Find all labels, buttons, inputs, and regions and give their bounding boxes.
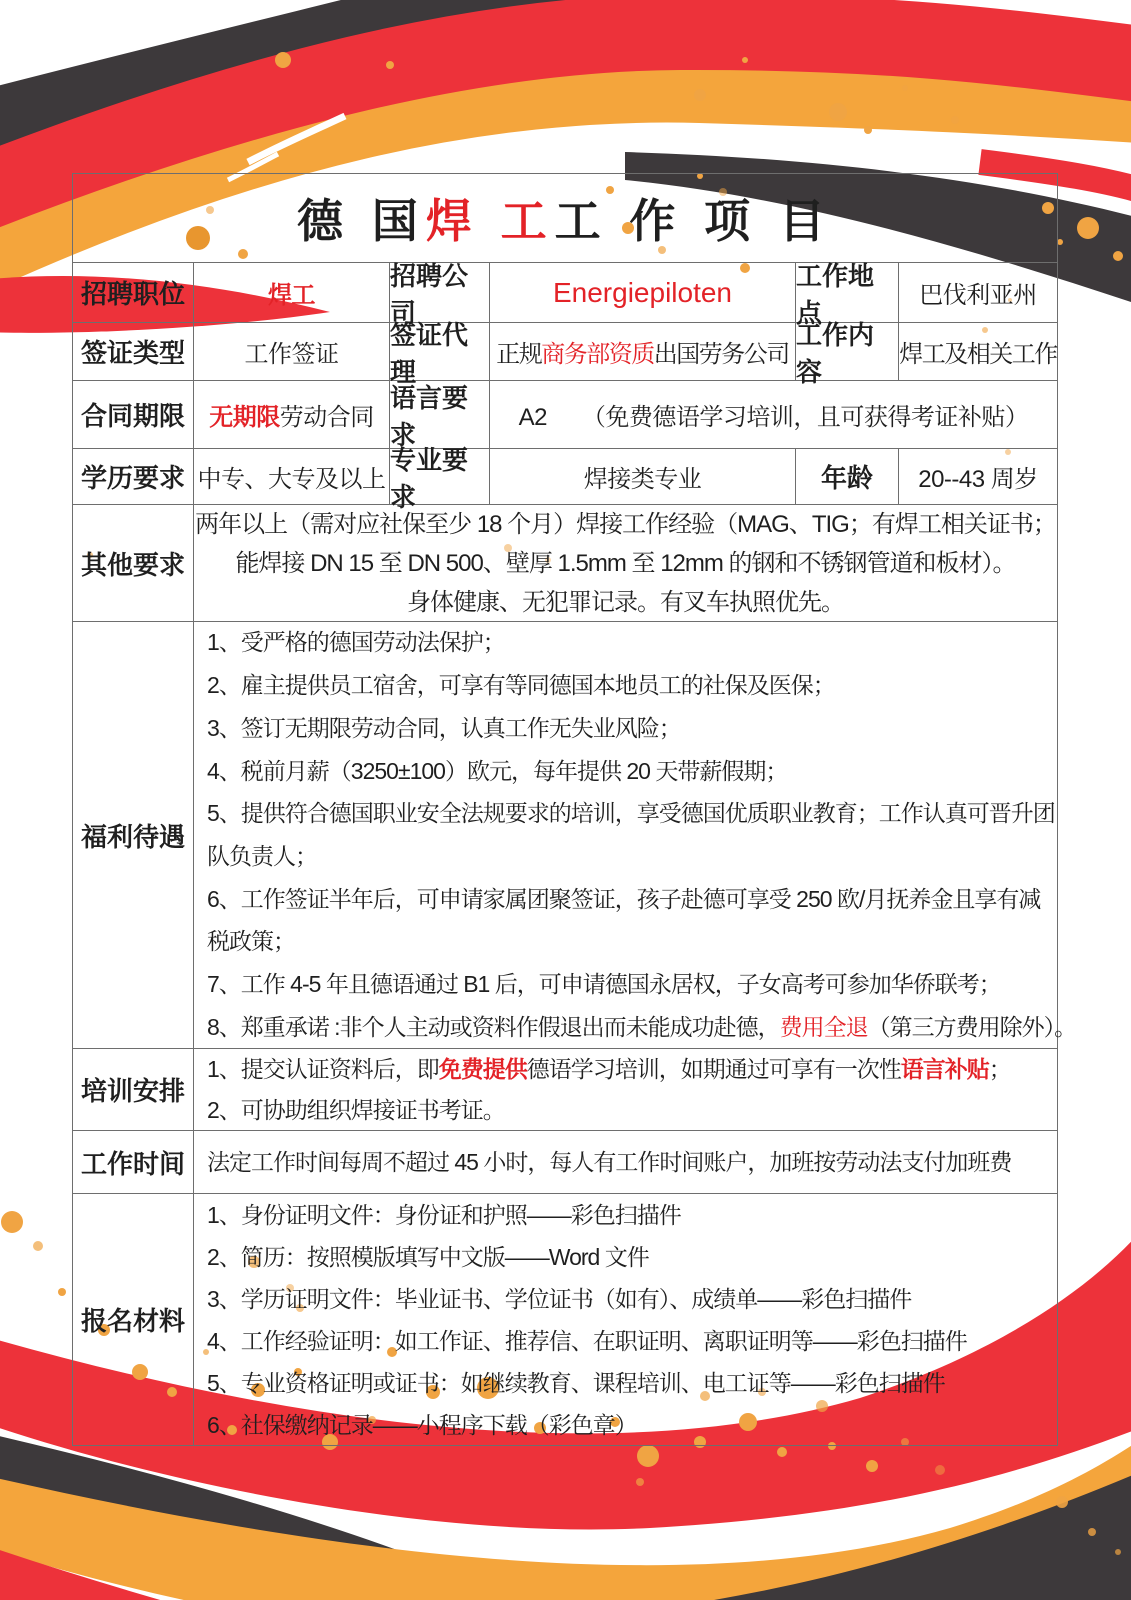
text-segment: 工 作 项 目 xyxy=(554,195,833,247)
text-line xyxy=(207,835,1049,878)
value-position xyxy=(194,263,390,323)
text-segment: 1、提交认证资料后，即 xyxy=(207,1055,439,1082)
value-language: A2 （免费德语学习培训，且可获得考证补贴） xyxy=(490,381,1058,449)
text-segment: 1、受严格的德国劳动法保护； xyxy=(207,629,505,656)
poster-title xyxy=(73,174,1058,263)
text-segment: 两年以上（需对应社保至少 18 个月）焊接工作经验（MAG、TIG；有焊工相关证书； xyxy=(195,510,1056,538)
label-location: 工作地点 xyxy=(796,263,899,323)
highlighted-text: 费用全退 xyxy=(779,1013,868,1040)
job-info-table xyxy=(72,173,1077,1446)
text-segment: 8、郑重承诺 :非个人主动或资料作假退出而未能成功赴德， xyxy=(207,1013,780,1040)
text-line xyxy=(207,1320,1049,1362)
value-work-content: 焊工及相关工作 xyxy=(899,323,1058,381)
label-education: 学历要求 xyxy=(73,449,194,505)
text-segment: 正规 xyxy=(496,341,542,368)
label-company: 招聘公司 xyxy=(390,263,490,323)
text-segment: ； xyxy=(988,1055,1011,1082)
value-age: 20--43 周岁 xyxy=(899,449,1058,505)
label-visa-type: 签证类型 xyxy=(73,323,194,381)
text-line xyxy=(207,707,1049,750)
label-major: 专业要求 xyxy=(390,449,490,505)
label-visa-agent: 签证代理 xyxy=(390,323,490,381)
highlighted-text: 焊工 xyxy=(268,282,315,309)
text-line xyxy=(407,583,844,622)
text-segment: 4、税前月薪（3250±100）欧元，每年提供 20 天带薪假期； xyxy=(207,757,788,784)
label-training: 培训安排 xyxy=(73,1049,194,1131)
text-segment: 5、提供符合德国职业安全法规要求的培训，享受德国优质职业教育；工作认真可晋升团 xyxy=(207,800,1055,827)
text-segment: 4、工作经验证明：如工作证、推荐信、在职证明、离职证明等——彩色扫描件 xyxy=(207,1327,967,1354)
value-location: 巴伐利亚州 xyxy=(899,263,1058,323)
text-segment: 出国劳务公司 xyxy=(653,341,789,368)
value-major: 焊接类专业 xyxy=(490,449,796,505)
highlighted-text: 焊 工 xyxy=(425,195,555,247)
highlighted-text: 免费提供 xyxy=(438,1055,527,1082)
text-line xyxy=(207,878,1049,921)
text-line xyxy=(207,664,1049,707)
text-line xyxy=(207,1278,1049,1320)
value-contract-term xyxy=(194,381,390,449)
highlighted-text: 无期限 xyxy=(209,404,280,431)
text-line xyxy=(207,963,1049,1006)
text-segment: 劳动合同 xyxy=(279,404,374,431)
value-company: Energiepiloten xyxy=(490,263,796,323)
text-segment: 2、简历：按照模版填写中文版——Word 文件 xyxy=(207,1243,649,1270)
label-application-materials: 报名材料 xyxy=(73,1194,194,1446)
text-segment: 德语学习培训，如期通过可享有一次性 xyxy=(526,1055,901,1082)
text-line xyxy=(207,1006,1077,1049)
text-line xyxy=(207,1194,1049,1236)
text-segment: 6、社保缴纳记录——小程序下载（彩色章） xyxy=(207,1411,637,1438)
text-line xyxy=(207,1404,1049,1446)
label-benefits: 福利待遇 xyxy=(73,622,194,1049)
text-segment: 5、专业资格证明或证书：如继续教育、课程培训、电工证等——彩色扫描件 xyxy=(207,1369,945,1396)
text-segment: 队负责人； xyxy=(207,843,317,869)
value-other-requirements xyxy=(194,505,1058,622)
text-segment: 7、工作 4-5 年且德语通过 B1 后，可申请德国永居权，子女高考可参加华侨联考； xyxy=(207,971,1001,998)
text-segment: 2、可协助组织焊接证书考证。 xyxy=(207,1096,505,1123)
text-line xyxy=(207,1362,1049,1404)
value-working-hours: 法定工作时间每周不超过 45 小时，每人有工作时间账户，加班按劳动法支付加班费 xyxy=(194,1131,1058,1194)
text-segment: 6、工作签证半年后，可申请家属团聚签证，孩子赴德可享受 250 欧/月抚养金且享有减 xyxy=(207,885,1041,912)
highlighted-text: 语言补贴 xyxy=(900,1055,989,1082)
text-line xyxy=(207,920,1049,963)
text-segment: 身体健康、无犯罪记录。有叉车执照优先。 xyxy=(407,588,844,616)
value-benefits xyxy=(194,622,1077,1049)
label-working-hours: 工作时间 xyxy=(73,1131,194,1194)
value-visa-type: 工作签证 xyxy=(194,323,390,381)
text-segment: 3、学历证明文件：毕业证书、学位证书（如有）、成绩单——彩色扫描件 xyxy=(207,1285,912,1312)
highlighted-text: 商务部资质 xyxy=(541,341,654,368)
label-age: 年龄 xyxy=(796,449,899,505)
text-line xyxy=(207,1090,1049,1131)
text-line xyxy=(207,621,1049,664)
text-segment: 能焊接 DN 15 至 DN 500、壁厚 1.5mm 至 12mm 的钢和不锈钢管道和板材）。 xyxy=(235,549,1016,577)
text-segment: 德 国 xyxy=(297,195,426,247)
value-visa-agent xyxy=(490,323,796,381)
text-segment: 税政策； xyxy=(207,928,295,955)
label-other-requirements: 其他要求 xyxy=(73,505,194,622)
value-education: 中专、大专及以上 xyxy=(194,449,390,505)
text-line xyxy=(207,1049,1049,1090)
value-application-materials xyxy=(194,1194,1058,1446)
text-segment: （第三方费用除外）。 xyxy=(867,1013,1077,1040)
value-training xyxy=(194,1049,1058,1131)
text-line xyxy=(207,792,1055,835)
label-position: 招聘职位 xyxy=(73,263,194,323)
text-line xyxy=(235,544,1015,583)
text-line xyxy=(207,750,1049,793)
label-contract-term: 合同期限 xyxy=(73,381,194,449)
label-work-content: 工作内容 xyxy=(796,323,899,381)
text-segment: 3、签订无期限劳动合同，认真工作无失业风险； xyxy=(207,714,681,741)
text-segment: 2、雇主提供员工宿舍，可享有等同德国本地员工的社保及医保； xyxy=(207,672,835,699)
text-line xyxy=(195,505,1056,544)
text-line xyxy=(207,1236,1049,1278)
label-language: 语言要求 xyxy=(390,381,490,449)
text-segment: 1、身份证明文件：身份证和护照——彩色扫描件 xyxy=(207,1201,681,1228)
